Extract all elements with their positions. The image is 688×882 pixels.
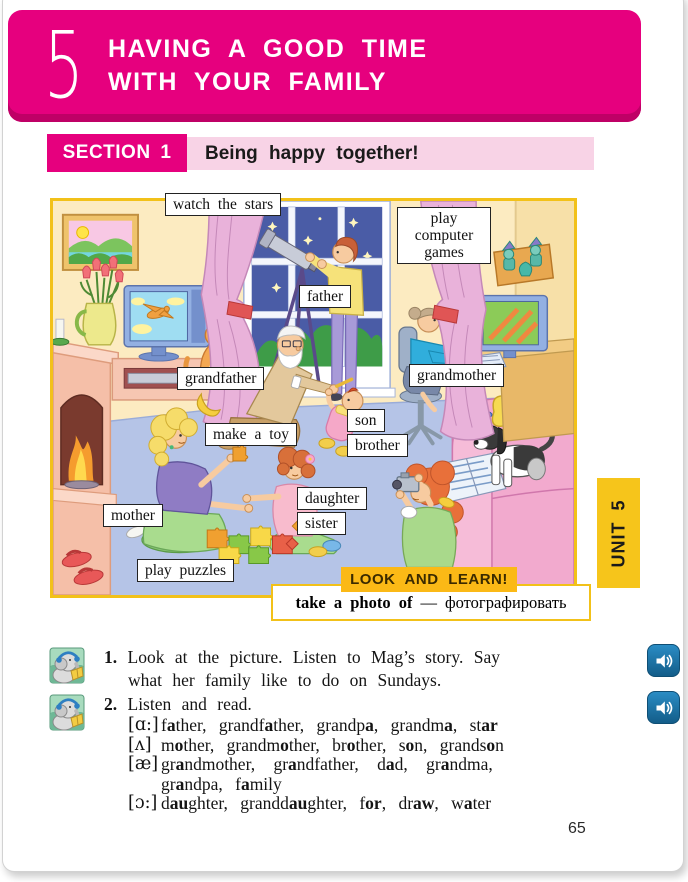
picture-label-mother: mother <box>103 504 163 527</box>
exercise-2-number: 2. <box>104 694 118 714</box>
picture-label-make-a-toy: make a toy <box>205 423 297 446</box>
audio-play-button-2[interactable] <box>647 691 680 724</box>
speaker-icon <box>654 651 674 671</box>
elephant-listening-icon <box>49 646 85 685</box>
phonetic-row-0 <box>128 716 598 736</box>
unit-tab <box>597 478 640 588</box>
unit-title <box>108 33 428 99</box>
vocab-translation: фотографировать <box>444 592 567 612</box>
phonetic-words: father, grandfather, grandpa, grandma, star <box>161 715 498 735</box>
picture-label-grandmother: grandmother <box>409 364 504 387</box>
section-badge: SECTION 1 <box>47 134 187 172</box>
phonetic-symbol: [ɑ:] <box>128 715 159 735</box>
exercise-2-heading: 2. Listen and read. <box>104 694 252 714</box>
exercise-1-line2: what her family like to do on Sundays. <box>128 669 442 690</box>
phonetic-words: daughter, granddaughter, for, draw, water <box>161 793 492 813</box>
phonetic-row-3 <box>128 794 598 814</box>
vocab-term: take a photo of <box>295 592 413 612</box>
monitor <box>476 296 547 358</box>
picture-label-play-computer-games: play computer games <box>397 207 491 264</box>
unit-header <box>8 10 641 122</box>
unit-number: 5 <box>44 12 84 119</box>
exercise-1-number: 1. <box>104 647 118 667</box>
phonetic-words: mother, grandmother, brother, son, grandson <box>161 734 504 755</box>
picture-label-brother: brother <box>347 434 408 457</box>
section-title: Being happy together! <box>187 137 594 170</box>
phonetic-words: grandmother, grandfather, dad, grandma, grandpa, family <box>161 754 493 794</box>
picture-label-grandfather: grandfather <box>177 367 264 390</box>
picture-label-daughter: daughter <box>297 487 367 510</box>
exercise-1 <box>104 646 598 691</box>
picture-label-son: son <box>347 409 385 432</box>
phonetic-row-1 <box>128 736 598 756</box>
speaker-icon <box>654 698 674 718</box>
exercise-2 <box>104 693 598 716</box>
exercise-1-line1: 1. Look at the picture. Listen to Mag’s story. Say <box>104 647 501 667</box>
phonetic-symbol: [ɔ:] <box>128 793 158 813</box>
page-number: 65 <box>568 820 586 837</box>
unit-title-line2: WITH YOUR FAMILY <box>108 68 387 96</box>
audio-play-button-1[interactable] <box>647 644 680 677</box>
phonetic-rows <box>128 716 598 814</box>
phonetic-symbol: [æ] <box>128 754 159 774</box>
phonetic-row-2 <box>128 755 598 794</box>
family-picture <box>50 196 577 612</box>
unit-tab-label: UNIT 5 <box>608 498 629 568</box>
picture-label-watch-the-stars: watch the stars <box>165 193 281 216</box>
elephant-listening-icon <box>49 693 85 732</box>
picture-label-play-puzzles: play puzzles <box>137 559 234 582</box>
picture-label-sister: sister <box>297 512 346 535</box>
phonetic-symbol: [ʌ] <box>128 734 152 755</box>
vocab-dash: — <box>420 592 437 612</box>
look-and-learn-heading: LOOK AND LEARN! <box>341 567 517 592</box>
picture-label-father: father <box>299 285 351 308</box>
family-room-illustration <box>53 201 574 595</box>
unit-title-line1: HAVING A GOOD TIME <box>108 35 428 63</box>
